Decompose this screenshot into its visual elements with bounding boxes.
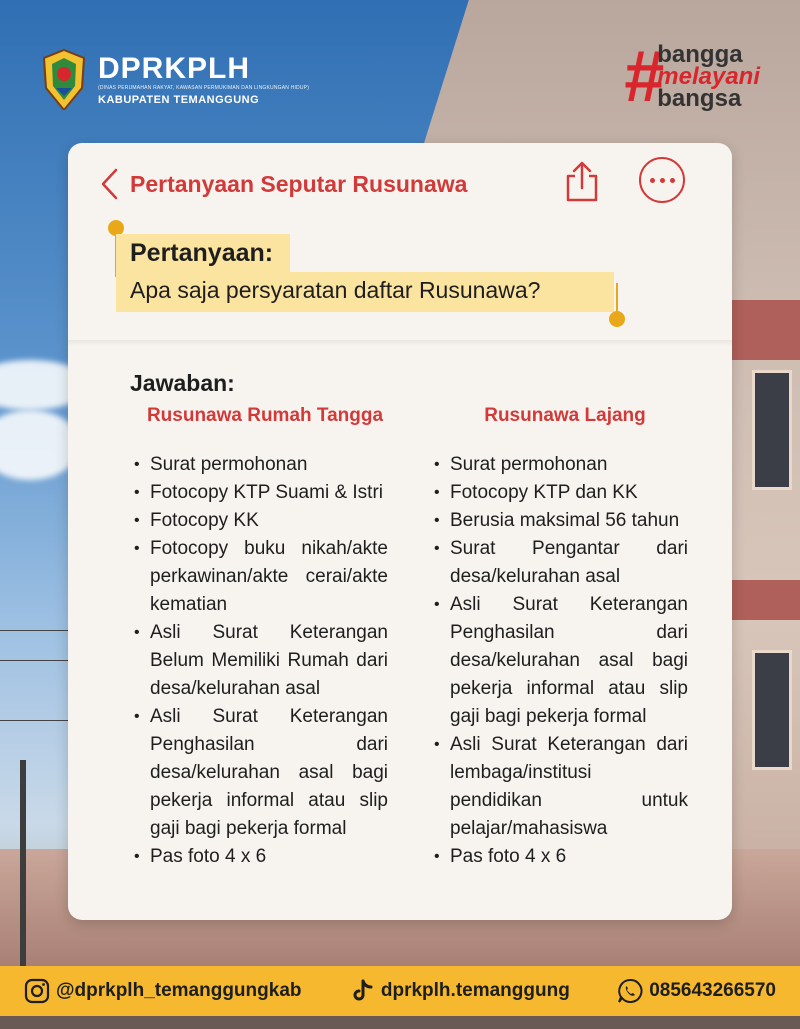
list-item: • Fotocopy KK <box>134 507 388 535</box>
list-item: • Asli Surat Keterangan Penghasilan dari desa/kelurahan asal bagi pekerja informal atau slip gaji bagi pekerja formal <box>134 703 388 843</box>
card-title: Pertanyaan Seputar Rusunawa <box>130 171 468 197</box>
list-item: • Fotocopy buku nikah/akte perkawinan/akte cerai/akte kematian <box>134 535 388 619</box>
column-heading: Rusunawa Rumah Tangga <box>146 405 384 426</box>
brand-subtitle: (DINAS PERUMAHAN RAKYAT, KAWASAN PERMUKIMAN DAN LINGKUNGAN HIDUP) <box>98 84 310 91</box>
list-item: • Asli Surat Keterangan Belum Memiliki Rumah dari desa/kelurahan asal <box>134 619 388 703</box>
tiktok-contact[interactable] <box>349 978 570 1004</box>
share-icon[interactable] <box>563 160 601 202</box>
organization-logo <box>40 48 309 110</box>
list-item: • Surat permohonan <box>434 451 688 479</box>
list-item: • Pas foto 4 x 6 <box>434 843 688 871</box>
tagline-logo <box>623 37 760 117</box>
answer-label: Jawaban: <box>130 370 235 396</box>
requirements-list <box>134 451 388 871</box>
tagline-line-2: melayani <box>657 63 760 90</box>
instagram-icon <box>24 978 50 1004</box>
instagram-contact[interactable] <box>24 978 302 1004</box>
list-item: • Surat Pengantar dari desa/kelurahan asal <box>434 535 688 591</box>
list-item: • Berusia maksimal 56 tahun <box>434 507 688 535</box>
tiktok-icon <box>349 978 375 1004</box>
hashtag-symbol: # <box>623 37 664 117</box>
requirements-column-single <box>434 405 688 871</box>
list-item: • Asli Surat Keterangan dari lembaga/institusi pendidikan untuk pelajar/mahasiswa <box>434 731 688 843</box>
bottom-photo-strip <box>0 1016 800 1029</box>
tagline-line-3: bangsa <box>657 85 742 112</box>
list-item: • Fotocopy KTP Suami & Istri <box>134 479 388 507</box>
faq-card <box>68 143 732 920</box>
list-item: • Fotocopy KTP dan KK <box>434 479 688 507</box>
social-footer <box>0 966 800 1016</box>
whatsapp-contact[interactable] <box>617 978 776 1004</box>
whatsapp-number: 085643266570 <box>649 980 776 1001</box>
brand-title: DPRKPLH <box>98 51 251 85</box>
more-options-icon[interactable] <box>639 157 685 203</box>
question-text: Apa saja persyaratan daftar Rusunawa? <box>130 277 541 303</box>
list-item: • Asli Surat Keterangan Penghasilan dari desa/kelurahan asal bagi pekerja informal atau slip gaji bagi pekerja formal <box>434 591 688 731</box>
list-item: • Surat permohonan <box>134 451 388 479</box>
tiktok-handle: dprkplh.temanggung <box>380 980 570 1001</box>
instagram-handle: @dprkplh_temanggungkab <box>56 980 302 1001</box>
section-divider <box>68 340 732 346</box>
question-label: Pertanyaan: <box>130 239 274 267</box>
whatsapp-icon <box>617 978 643 1004</box>
requirements-column-household <box>134 405 388 871</box>
column-heading: Rusunawa Lajang <box>484 405 646 426</box>
tagline-line-1: bangga <box>657 41 743 68</box>
chevron-left-icon[interactable] <box>98 167 122 201</box>
regency-seal-icon <box>40 48 88 110</box>
requirements-list <box>434 451 688 871</box>
question-accent-dot-end <box>609 311 625 327</box>
brand-region: KABUPATEN TEMANGGUNG <box>98 93 260 106</box>
list-item: • Pas foto 4 x 6 <box>134 843 388 871</box>
card-top-bar <box>68 143 732 227</box>
